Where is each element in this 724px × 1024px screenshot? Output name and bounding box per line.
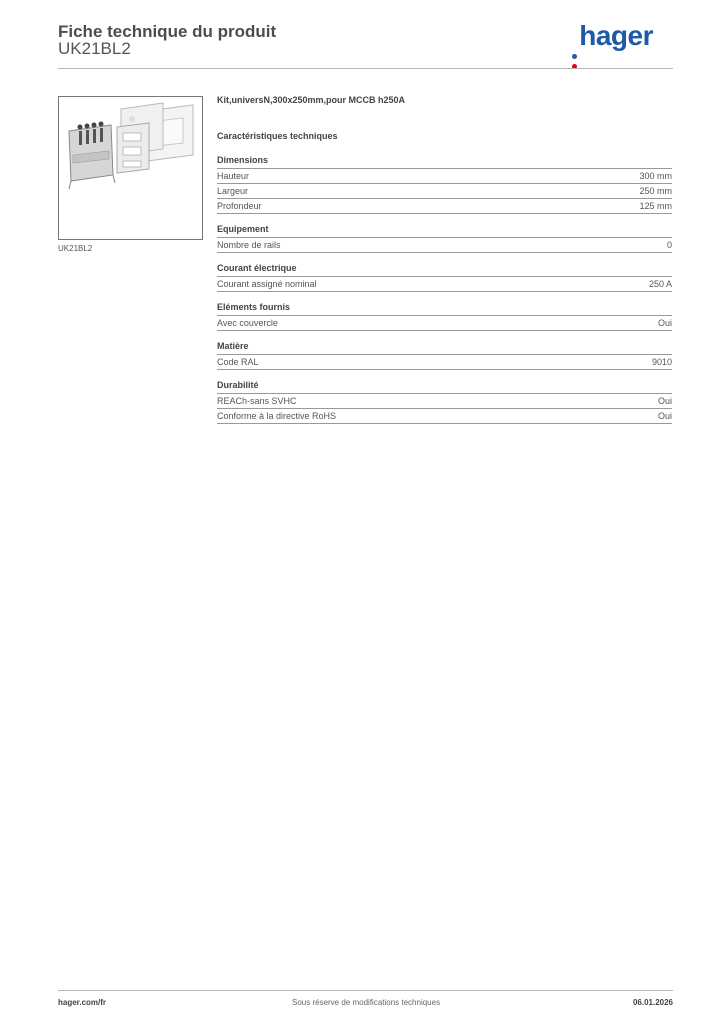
spec-label: Hauteur xyxy=(217,171,250,181)
spec-row xyxy=(217,316,672,331)
product-reference: UK21BL2 xyxy=(58,39,131,58)
spec-value: 0 xyxy=(666,240,672,250)
footer-disclaimer: Sous réserve de modifications techniques xyxy=(292,998,441,1007)
group-title: Dimensions xyxy=(217,155,672,169)
page-title: Fiche technique du produit xyxy=(58,22,277,41)
brand-logo xyxy=(571,20,653,52)
spec-value: 250 mm xyxy=(639,186,672,196)
spec-value: Oui xyxy=(657,411,672,421)
spec-row xyxy=(217,238,672,253)
spec-value: Oui xyxy=(657,318,672,328)
page-header xyxy=(58,20,673,70)
spec-row xyxy=(217,355,672,370)
spec-group-dimensions xyxy=(217,155,672,214)
group-title: Equipement xyxy=(217,224,672,238)
section-title: Caractéristiques techniques xyxy=(217,131,338,141)
group-title: Matière xyxy=(217,341,672,355)
group-title: Eléments fournis xyxy=(217,302,672,316)
group-title: Courant électrique xyxy=(217,263,672,277)
spec-group-courant xyxy=(217,263,672,292)
spec-row xyxy=(217,169,672,184)
spec-label: Conforme à la directive RoHS xyxy=(217,411,337,421)
spec-row xyxy=(217,409,672,424)
spec-group-elements xyxy=(217,302,672,331)
product-image xyxy=(58,96,203,240)
image-caption: UK21BL2 xyxy=(58,244,93,253)
spec-group-durabilite xyxy=(217,380,672,424)
spec-row xyxy=(217,277,672,292)
spec-value: 300 mm xyxy=(639,171,672,181)
header-divider xyxy=(58,68,673,69)
footer-date: 06.01.2026 xyxy=(632,998,673,1007)
spec-row xyxy=(217,199,672,214)
spec-label: Avec couvercle xyxy=(217,318,278,328)
spec-label: Courant assigné nominal xyxy=(217,279,317,289)
spec-row xyxy=(217,184,672,199)
mounting-plate-icon xyxy=(69,122,115,190)
spec-value: 250 A xyxy=(648,279,672,289)
spec-value: 9010 xyxy=(651,357,672,367)
logo-text: hager xyxy=(579,20,653,51)
spec-label: Largeur xyxy=(217,186,249,196)
footer-website-link[interactable]: hager.com/fr xyxy=(58,998,107,1007)
specifications xyxy=(217,95,672,424)
group-title: Durabilité xyxy=(217,380,672,394)
spec-value: 125 mm xyxy=(639,201,672,211)
cover-strips-icon xyxy=(117,123,149,173)
spec-group-matiere xyxy=(217,341,672,370)
product-name: Kit,universN,300x250mm,pour MCCB h250A xyxy=(217,95,406,105)
product-kit-illustration xyxy=(59,97,202,239)
spec-label: Nombre de rails xyxy=(217,240,281,250)
spec-label: REACh-sans SVHC xyxy=(217,396,297,406)
spec-group-equipement xyxy=(217,224,672,253)
spec-label: Code RAL xyxy=(217,357,259,367)
spec-label: Profondeur xyxy=(217,201,262,211)
spec-row xyxy=(217,394,672,409)
spec-value: Oui xyxy=(657,396,672,406)
footer-divider xyxy=(58,990,673,991)
